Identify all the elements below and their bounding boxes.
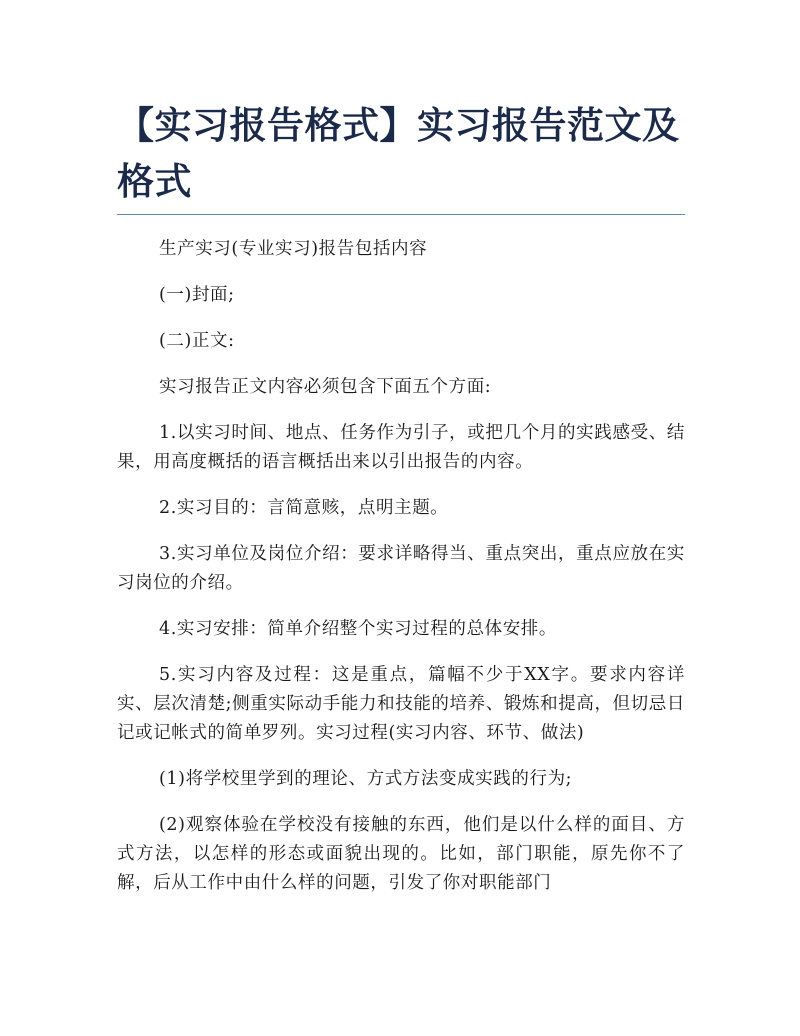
- paragraph: 2.实习目的：言简意赅，点明主题。: [159, 498, 449, 518]
- paragraph: 3.实习单位及岗位介绍：要求详略得当、重点突出，重点应放在实习岗位的介绍。: [117, 544, 685, 593]
- paragraph: 1.以实习时间、地点、任务作为引子，或把几个月的实践感受、结果，用高度概括的语言概括出来以引出报告的内容。: [117, 423, 685, 472]
- document-body: [117, 230, 685, 915]
- paragraph: (1)将学校里学到的理论、方式方法变成实践的行为;: [159, 769, 573, 789]
- paragraph: 4.实习安排：简单介绍整个实习过程的总体安排。: [159, 619, 557, 639]
- paragraph: (二)正文:: [159, 331, 235, 351]
- paragraph: (2)观察体验在学校没有接触的东西，他们是以什么样的面目、方式方法，以怎样的形态或面貌出现的。比如，部门职能，原先你不了解，后从工作中由什么样的问题，引发了你对职能部门: [117, 815, 685, 893]
- paragraph: (一)封面;: [159, 285, 235, 305]
- paragraph: 5.实习内容及过程：这是重点，篇幅不少于XX字。要求内容详实、层次清楚;侧重实际动手能力和技能的培养、锻炼和提高，但切忌日记或记帐式的简单罗列。实习过程(实习内容、环节、做法): [117, 665, 685, 743]
- paragraph: 实习报告正文内容必须包含下面五个方面:: [159, 377, 492, 397]
- document-title: 【实习报告格式】实习报告范文及格式: [117, 104, 680, 203]
- paragraph: 生产实习(专业实习)报告包括内容: [159, 239, 428, 259]
- title-divider: [117, 214, 685, 215]
